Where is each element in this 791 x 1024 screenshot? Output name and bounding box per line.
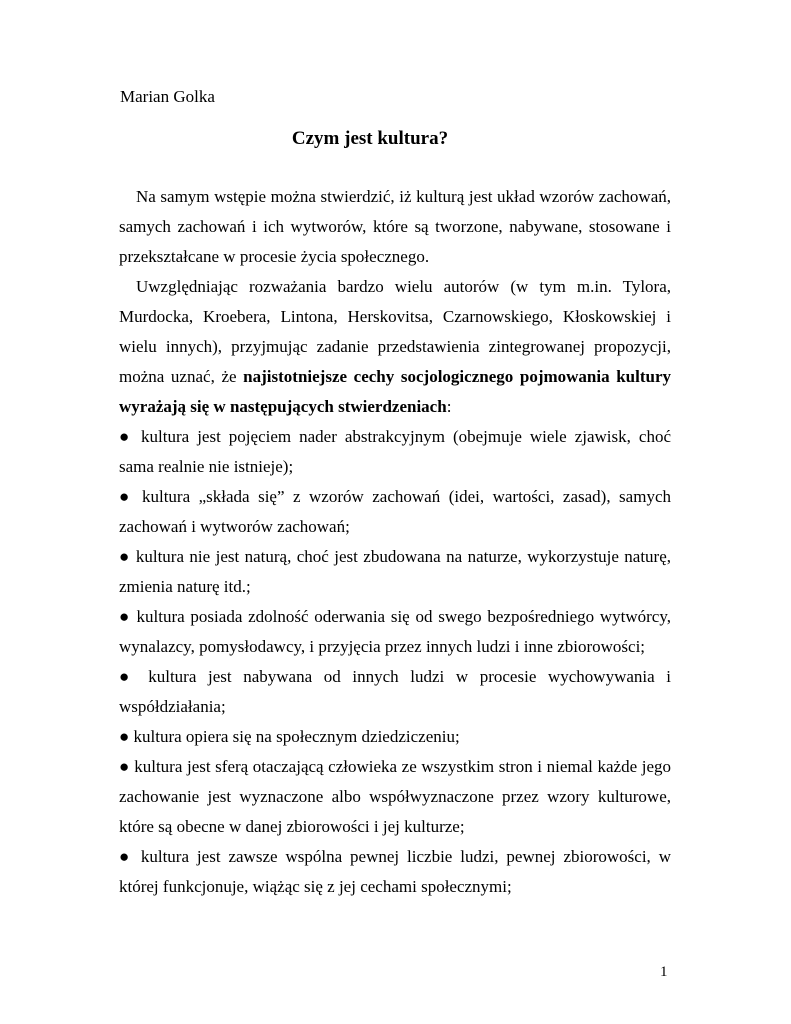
- paragraph-authors-text: Uwzględniając rozważania bardzo wielu autorów (w tym m.in. Tylora, Murdocka, Kroebera, Lintona, Herskovitsa, Czarnowskiego, Kłoskowskiej i wielu innych), przyjmując zadanie przedstawienia zintegrowanej propozycji, można uznać, że: [119, 277, 671, 386]
- page-number: 1: [660, 964, 668, 980]
- document-title: Czym jest kultura?: [291, 128, 449, 149]
- paragraph-authors-end: :: [446, 397, 452, 416]
- author-name: Marian Golka: [120, 87, 215, 106]
- bullet-item: ● kultura jest pojęciem nader abstrakcyjnym (obejmuje wiele zjawisk, choć sama realnie nie istnieje);: [119, 427, 671, 476]
- bullet-item: ● kultura posiada zdolność oderwania się od swego bezpośredniego wytwórcy, wynalazcy, pomysłodawcy, i przyjęcia przez innych ludzi i inne zbiorowości;: [119, 607, 671, 656]
- bullet-item: ● kultura „składa się” z wzorów zachowań (idei, wartości, zasad), samych zachowań i wytworów zachowań;: [119, 487, 671, 536]
- paragraph-authors-bold: najistotniejsze cechy socjologicznego pojmowania kultury wyrażają się w następujących stwierdzeniach: [119, 367, 672, 416]
- bullet-item: ● kultura jest zawsze wspólna pewnej liczbie ludzi, pewnej zbiorowości, w której funkcjonuje, wiążąc się z jej cechami społecznymi;: [119, 847, 671, 896]
- document-body: [119, 182, 671, 902]
- bullet-item: ● kultura jest sferą otaczającą człowieka ze wszystkim stron i niemal każde jego zachowanie jest wyznaczone albo współwyznaczone przez wzory kulturowe, które są obecne w danej zbiorowości i jej kulturze;: [119, 757, 671, 836]
- paragraph-intro: Na samym wstępie można stwierdzić, iż kulturą jest układ wzorów zachowań, samych zachowań i ich wytworów, które są tworzone, nabywane, stosowane i przekształcane w procesie życia społecznego.: [119, 187, 671, 266]
- bullet-item: ● kultura nie jest naturą, choć jest zbudowana na naturze, wykorzystuje naturę, zmienia naturę itd.;: [119, 547, 671, 596]
- bullet-item: ● kultura jest nabywana od innych ludzi w procesie wychowywania i współdziałania;: [119, 667, 671, 716]
- bullet-item: ● kultura opiera się na społecznym dziedziczeniu;: [119, 727, 460, 746]
- paragraph-authors: [119, 272, 671, 422]
